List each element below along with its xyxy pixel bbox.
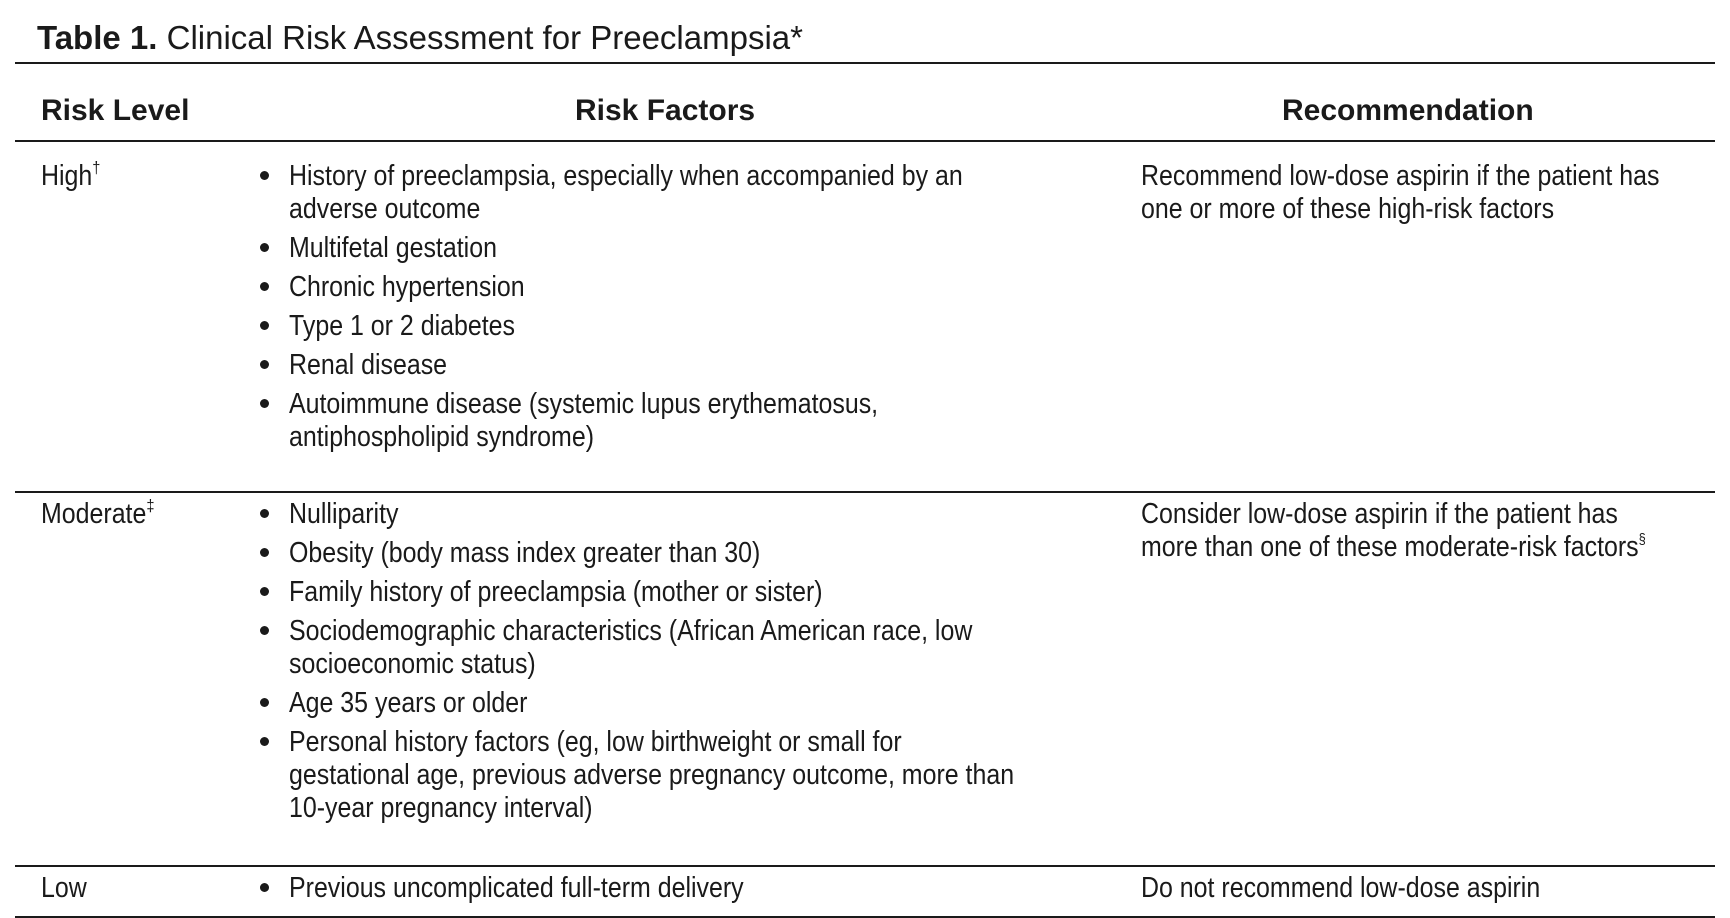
recommendation-line: Recommend low-dose aspirin if the patient has xyxy=(1141,160,1660,192)
risk-factor-line: Renal disease xyxy=(289,349,448,381)
bullet-icon xyxy=(260,626,269,635)
top-rule xyxy=(15,62,1715,64)
bullet-icon xyxy=(260,282,269,291)
risk-factor-line: History of preeclampsia, especially when accompanied by an xyxy=(289,160,963,192)
risk-factor-line: Type 1 or 2 diabetes xyxy=(289,310,516,342)
recommendation-line: one or more of these high-risk factors xyxy=(1141,193,1555,225)
bullet-icon xyxy=(260,883,269,892)
risk-factor-line: Autoimmune disease (systemic lupus erythematosus, xyxy=(289,388,879,420)
risk-level-high: High† xyxy=(41,158,101,192)
row-divider-moderate xyxy=(15,865,1715,867)
risk-factor-line: Obesity (body mass index greater than 30) xyxy=(289,537,761,569)
bullet-icon xyxy=(260,737,269,746)
recommendation-line: more than one of these moderate-risk factors§ xyxy=(1141,531,1646,563)
header-risk-factors: Risk Factors xyxy=(575,94,756,127)
bullet-icon xyxy=(260,587,269,596)
bullet-icon xyxy=(260,171,269,180)
header-rule xyxy=(15,140,1715,142)
risk-factor-line: Age 35 years or older xyxy=(289,687,528,719)
risk-level-low: Low xyxy=(41,872,87,904)
risk-factor-line: Personal history factors (eg, low birthweight or small for xyxy=(289,726,902,758)
bullet-icon xyxy=(260,698,269,707)
caption-title: Clinical Risk Assessment for Preeclampsia* xyxy=(166,19,803,56)
risk-factor-line: Previous uncomplicated full-term delivery xyxy=(289,872,744,904)
risk-factor-line: 10-year pregnancy interval) xyxy=(289,792,593,824)
bullet-icon xyxy=(260,360,269,369)
footnote-mark: ‡ xyxy=(146,496,155,515)
row-divider-high xyxy=(15,491,1715,493)
risk-factor-line: adverse outcome xyxy=(289,193,481,225)
bullet-icon xyxy=(260,399,269,408)
table-page xyxy=(15,0,1715,918)
bullet-icon xyxy=(260,548,269,557)
table-caption xyxy=(37,18,803,58)
risk-level-moderate: Moderate‡ xyxy=(41,496,155,530)
bullet-icon xyxy=(260,243,269,252)
risk-factor-line: Nulliparity xyxy=(289,498,399,530)
bullet-icon xyxy=(260,321,269,330)
caption-label: Table 1. xyxy=(37,19,158,56)
footnote-mark: § xyxy=(1638,531,1646,548)
risk-factor-line: Chronic hypertension xyxy=(289,271,525,303)
risk-factor-line: antiphospholipid syndrome) xyxy=(289,421,595,453)
bullet-icon xyxy=(260,509,269,518)
header-risk-level: Risk Level xyxy=(41,94,190,127)
risk-factor-line: gestational age, previous adverse pregnancy outcome, more than xyxy=(289,759,1015,791)
footnote-mark: † xyxy=(92,158,101,177)
recommendation-line: Do not recommend low-dose aspirin xyxy=(1141,872,1541,904)
risk-factor-line: Sociodemographic characteristics (African American race, low xyxy=(289,615,973,647)
risk-factor-line: socioeconomic status) xyxy=(289,648,536,680)
risk-factor-line: Family history of preeclampsia (mother or sister) xyxy=(289,576,823,608)
risk-factor-line: Multifetal gestation xyxy=(289,232,497,264)
header-recommendation: Recommendation xyxy=(1282,94,1534,127)
recommendation-line: Consider low-dose aspirin if the patient has xyxy=(1141,498,1618,530)
